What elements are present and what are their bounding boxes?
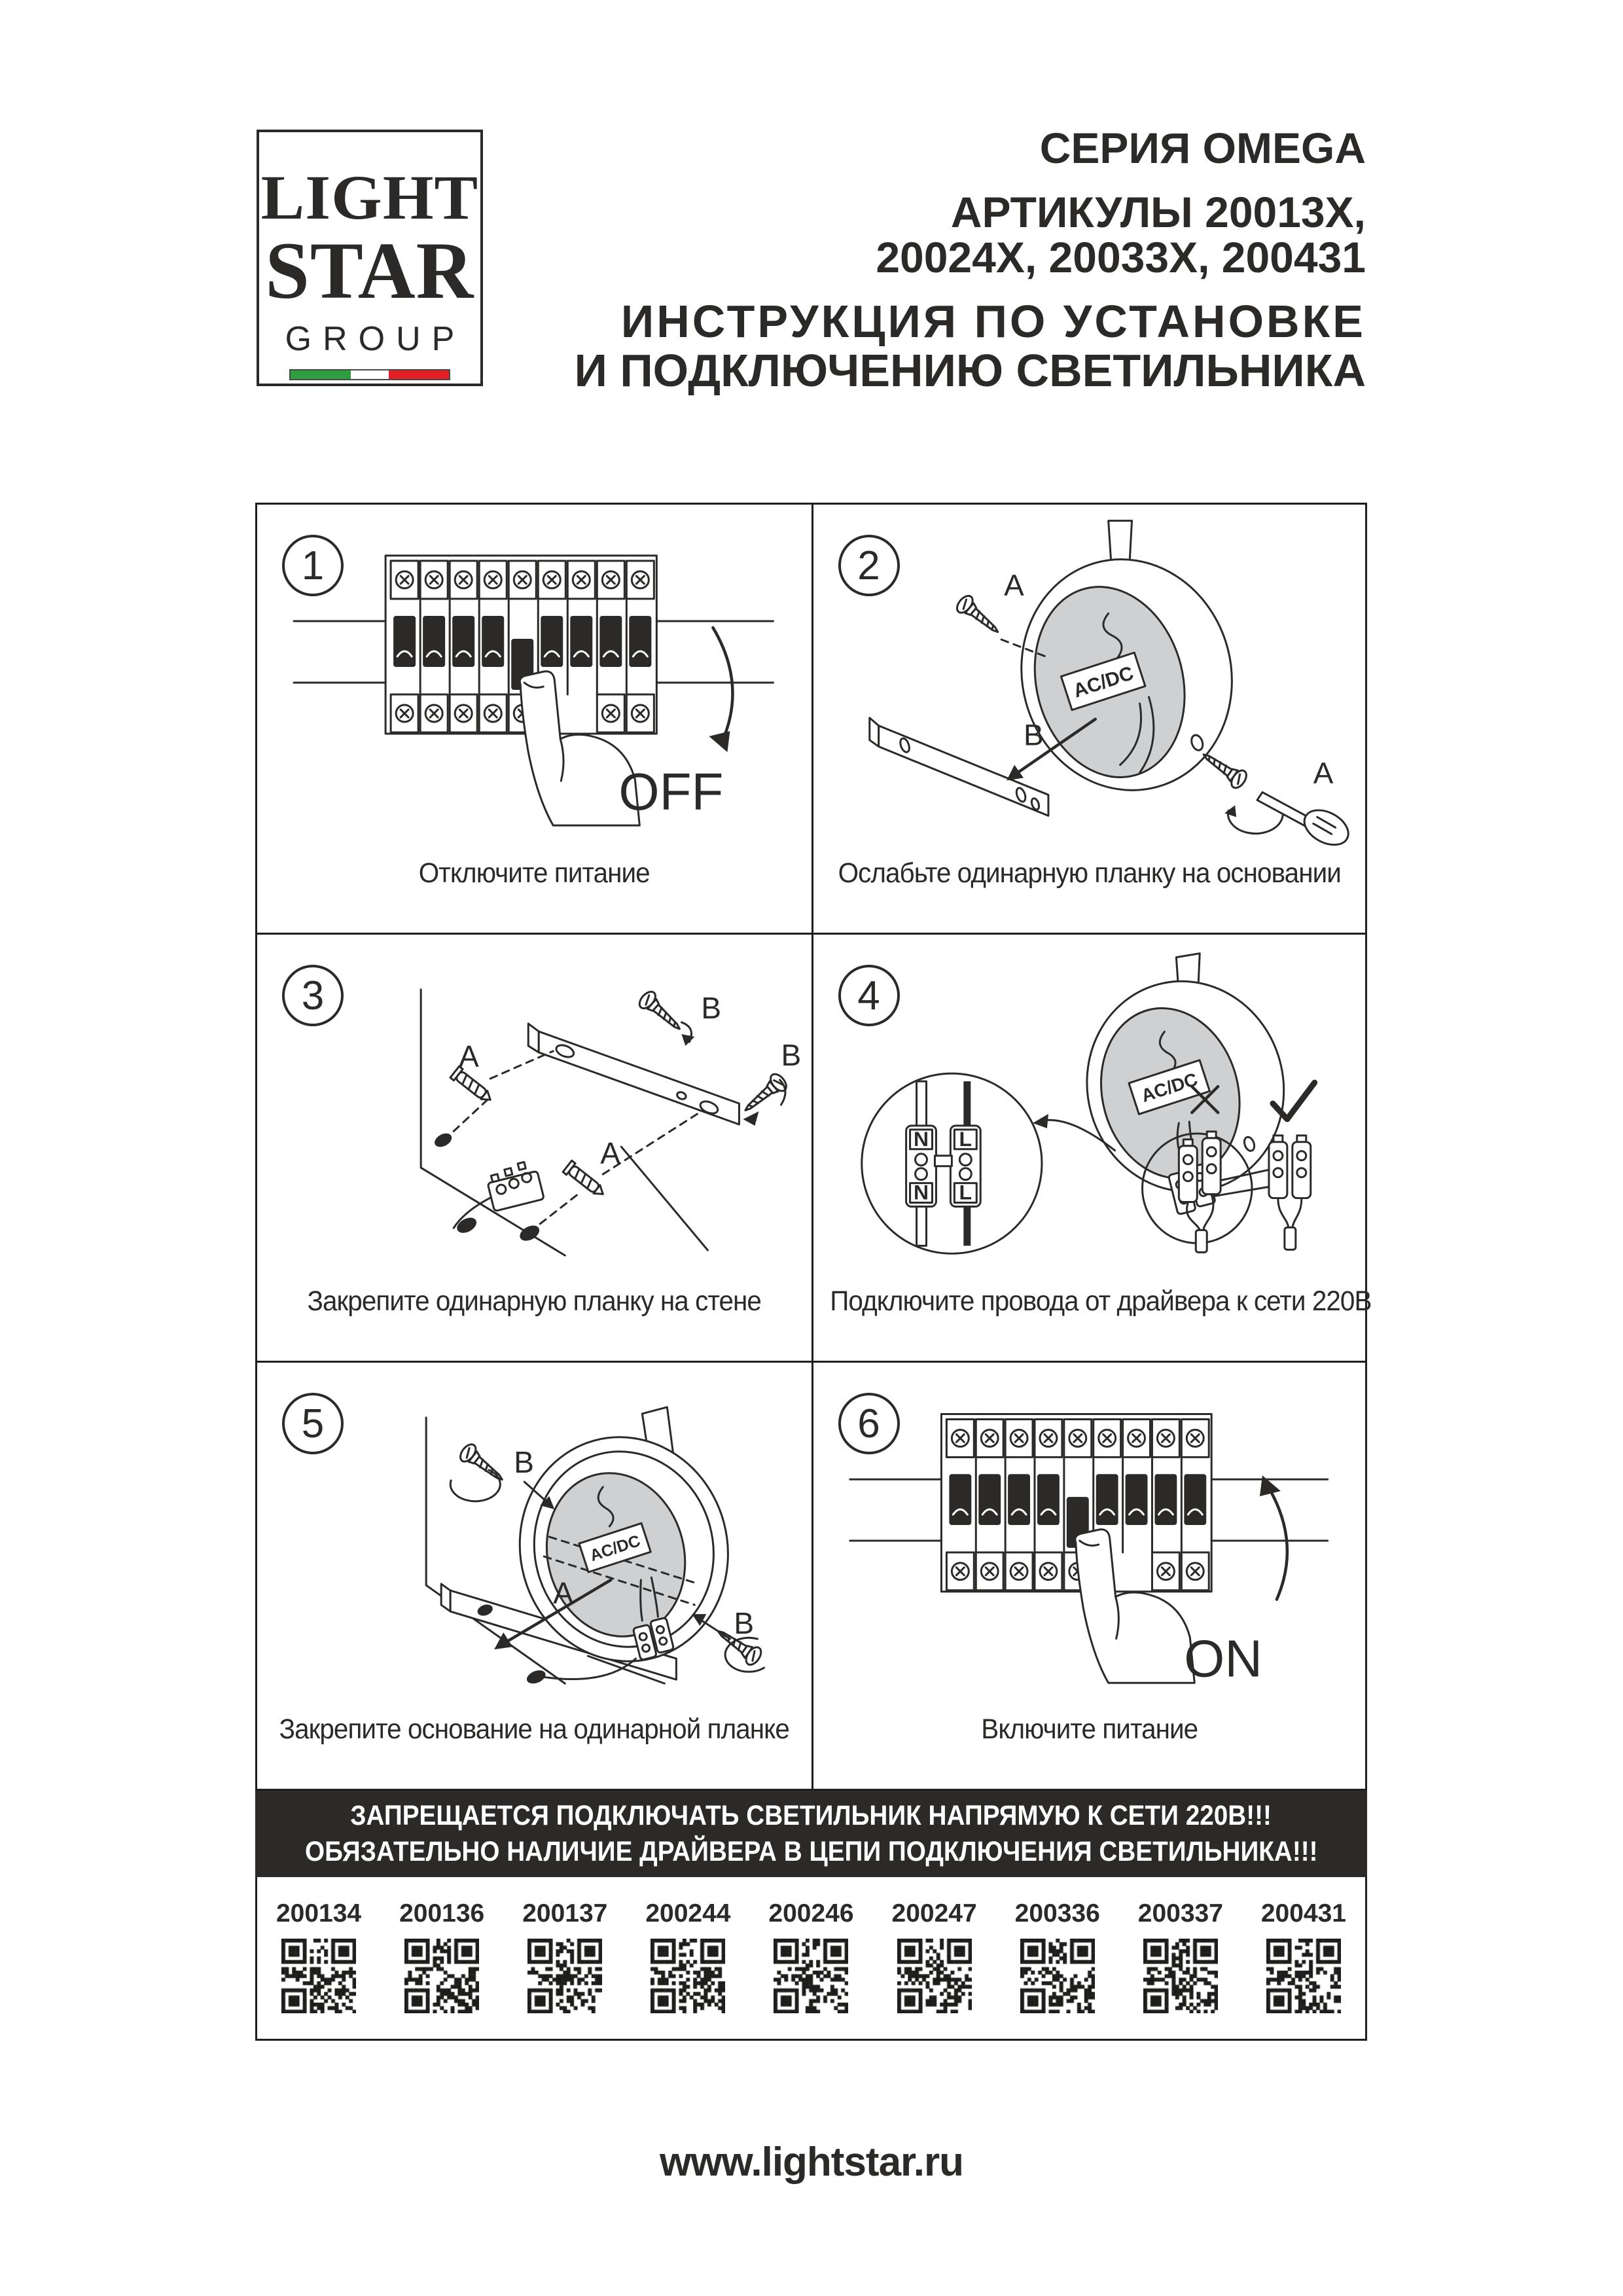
qr-article-number: 200337	[1137, 1899, 1223, 1928]
articles-line-2: 20024Х, 20033Х, 200431	[876, 233, 1366, 281]
step-2-caption: Ослабьте одинарную планку на основании	[838, 857, 1341, 889]
qr-item	[1242, 1877, 1365, 2039]
step-3-caption: Закрепите одинарную планку на стене	[307, 1285, 761, 1317]
terminal-block	[454, 1160, 544, 1229]
driver-acdc-label: AC/DC	[587, 1532, 643, 1566]
qr-code-image	[281, 1939, 356, 2013]
warning-line-1: ЗАПРЕЩАЕТСЯ ПОДКЛЮЧАТЬ СВЕТИЛЬНИК НАПРЯМУЮ К СЕТИ 220В!!!	[350, 1800, 1272, 1831]
qr-item	[626, 1877, 749, 2039]
qr-item	[257, 1877, 380, 2039]
step-1-number-badge: 1	[282, 535, 344, 596]
logo-word-light: LIGHT	[260, 162, 479, 232]
wall-hole-1	[433, 1131, 454, 1150]
flag-red-segment	[389, 370, 449, 379]
step-3-cell	[257, 933, 812, 1361]
wall-hole	[525, 1668, 548, 1686]
flag-white-segment	[351, 370, 389, 379]
qr-item	[380, 1877, 503, 2039]
label-n-top: N	[913, 1126, 929, 1151]
instruction-title-line-1: ИНСТРУКЦИЯ ПО УСТАНОВКЕ	[620, 296, 1366, 347]
anchor-a-bottom	[535, 1114, 697, 1228]
series-title: СЕРИЯ OMEGA	[1039, 124, 1366, 172]
label-a: A	[553, 1576, 573, 1611]
breaker-on-illustration	[813, 1374, 1366, 1688]
step-6-number-badge: 6	[838, 1393, 900, 1454]
step-1-caption: Отключите питание	[418, 857, 650, 889]
screw-b-right	[739, 1071, 789, 1126]
qr-code-image	[1266, 1939, 1341, 2013]
label-b-right: B	[781, 1037, 802, 1072]
step-4-caption: Подключите провода от драйвера к сети 220В	[829, 1285, 1371, 1317]
wall-hole-3	[454, 1215, 479, 1236]
mounting-bracket	[869, 718, 1048, 816]
qr-item	[996, 1877, 1119, 2039]
connect-wires-illustration	[813, 946, 1366, 1257]
on-label: ON	[1183, 1629, 1262, 1688]
step-6-caption: Включите питание	[980, 1713, 1198, 1745]
qr-code-image	[404, 1939, 479, 2013]
wall-hole-2	[517, 1223, 542, 1244]
off-arrow	[709, 628, 732, 752]
screw-b-top	[637, 989, 695, 1046]
qr-item	[503, 1877, 626, 2039]
step-4-number-badge: 4	[838, 965, 900, 1026]
driver-acdc-label: AC/DC	[1138, 1069, 1200, 1106]
step-4-cell	[812, 933, 1371, 1361]
instruction-title-line-2: И ПОДКЛЮЧЕНИЮ СВЕТИЛЬНИКА	[574, 345, 1366, 396]
articles-line-1: АРТИКУЛЫ 20013Х,	[950, 188, 1366, 236]
label-b: B	[1023, 717, 1044, 752]
step-5-caption: Закрепите основание на одинарной планке	[279, 1713, 789, 1745]
driver-acdc-label: AC/DC	[1070, 662, 1136, 702]
label-a-top: A	[1003, 567, 1024, 602]
qr-code-image	[1020, 1939, 1095, 2013]
breaker-top-terminals	[946, 1419, 1209, 1457]
flag-green-segment	[291, 370, 351, 379]
qr-code-image	[897, 1939, 972, 2013]
label-l-top: L	[959, 1126, 972, 1151]
fix-bracket-illustration	[257, 946, 812, 1257]
step-5-number-badge: 5	[282, 1393, 344, 1454]
qr-item	[749, 1877, 872, 2039]
label-b-right: B	[734, 1606, 755, 1641]
label-a-bottom: A	[600, 1136, 621, 1171]
label-n-bottom: N	[913, 1180, 929, 1204]
step-5-cell	[257, 1361, 812, 1789]
step-2-number-badge: 2	[838, 535, 900, 596]
label-b-top: B	[514, 1444, 534, 1479]
step-3-number-badge: 3	[282, 965, 344, 1026]
logo-word-group: GROUP	[285, 320, 466, 358]
screwdriver	[1257, 792, 1353, 852]
mounting-bracket	[528, 1024, 739, 1124]
off-label: OFF	[618, 762, 724, 821]
qr-article-number: 200431	[1260, 1899, 1346, 1928]
steps-grid	[255, 503, 1371, 1791]
qr-code-image	[527, 1939, 602, 2013]
warning-line-2: ОБЯЗАТЕЛЬНО НАЛИЧИЕ ДРАЙВЕРА В ЦЕПИ ПОДКЛЮЧЕНИЯ СВЕТИЛЬНИКА!!!	[304, 1836, 1318, 1867]
qr-code-section	[255, 1877, 1367, 2041]
qr-article-number: 200134	[276, 1899, 362, 1928]
fix-base-illustration	[257, 1374, 812, 1685]
website-url: www.lightstar.ru	[660, 2140, 963, 2185]
qr-item	[873, 1877, 996, 2039]
qr-code-image	[651, 1939, 725, 2013]
step-6-cell	[812, 1361, 1366, 1789]
label-l-bottom: L	[959, 1180, 972, 1204]
lightstar-logo	[257, 130, 483, 386]
step-1-cell	[257, 505, 812, 933]
magnifier-detail	[861, 1073, 1041, 1253]
qr-article-number: 200136	[399, 1899, 485, 1928]
label-b-top: B	[701, 990, 722, 1025]
label-a-top: A	[459, 1039, 479, 1073]
breaker-off-illustration	[257, 516, 812, 827]
qr-article-number: 200137	[522, 1899, 608, 1928]
qr-article-number: 200244	[645, 1899, 731, 1928]
qr-article-number: 200247	[891, 1899, 977, 1928]
warning-banner	[255, 1791, 1367, 1877]
qr-code-image	[774, 1939, 848, 2013]
on-arrow	[1259, 1475, 1287, 1599]
qr-code-image	[1143, 1939, 1218, 2013]
correct-connection	[1268, 1136, 1310, 1249]
label-a-bottom: A	[1313, 755, 1333, 790]
italy-flag-stripe	[289, 369, 450, 380]
step-2-cell	[812, 505, 1366, 933]
qr-article-number: 200336	[1014, 1899, 1100, 1928]
qr-item	[1119, 1877, 1242, 2039]
document-header	[575, 126, 1366, 395]
logo-word-star: STAR	[265, 226, 474, 315]
screw-a-bottom	[1198, 747, 1283, 834]
loosen-bracket-illustration	[813, 516, 1366, 827]
footer	[0, 2139, 1623, 2185]
qr-article-number: 200246	[768, 1899, 854, 1928]
breaker-top-terminals	[391, 561, 654, 599]
screw-b-top	[450, 1442, 508, 1501]
